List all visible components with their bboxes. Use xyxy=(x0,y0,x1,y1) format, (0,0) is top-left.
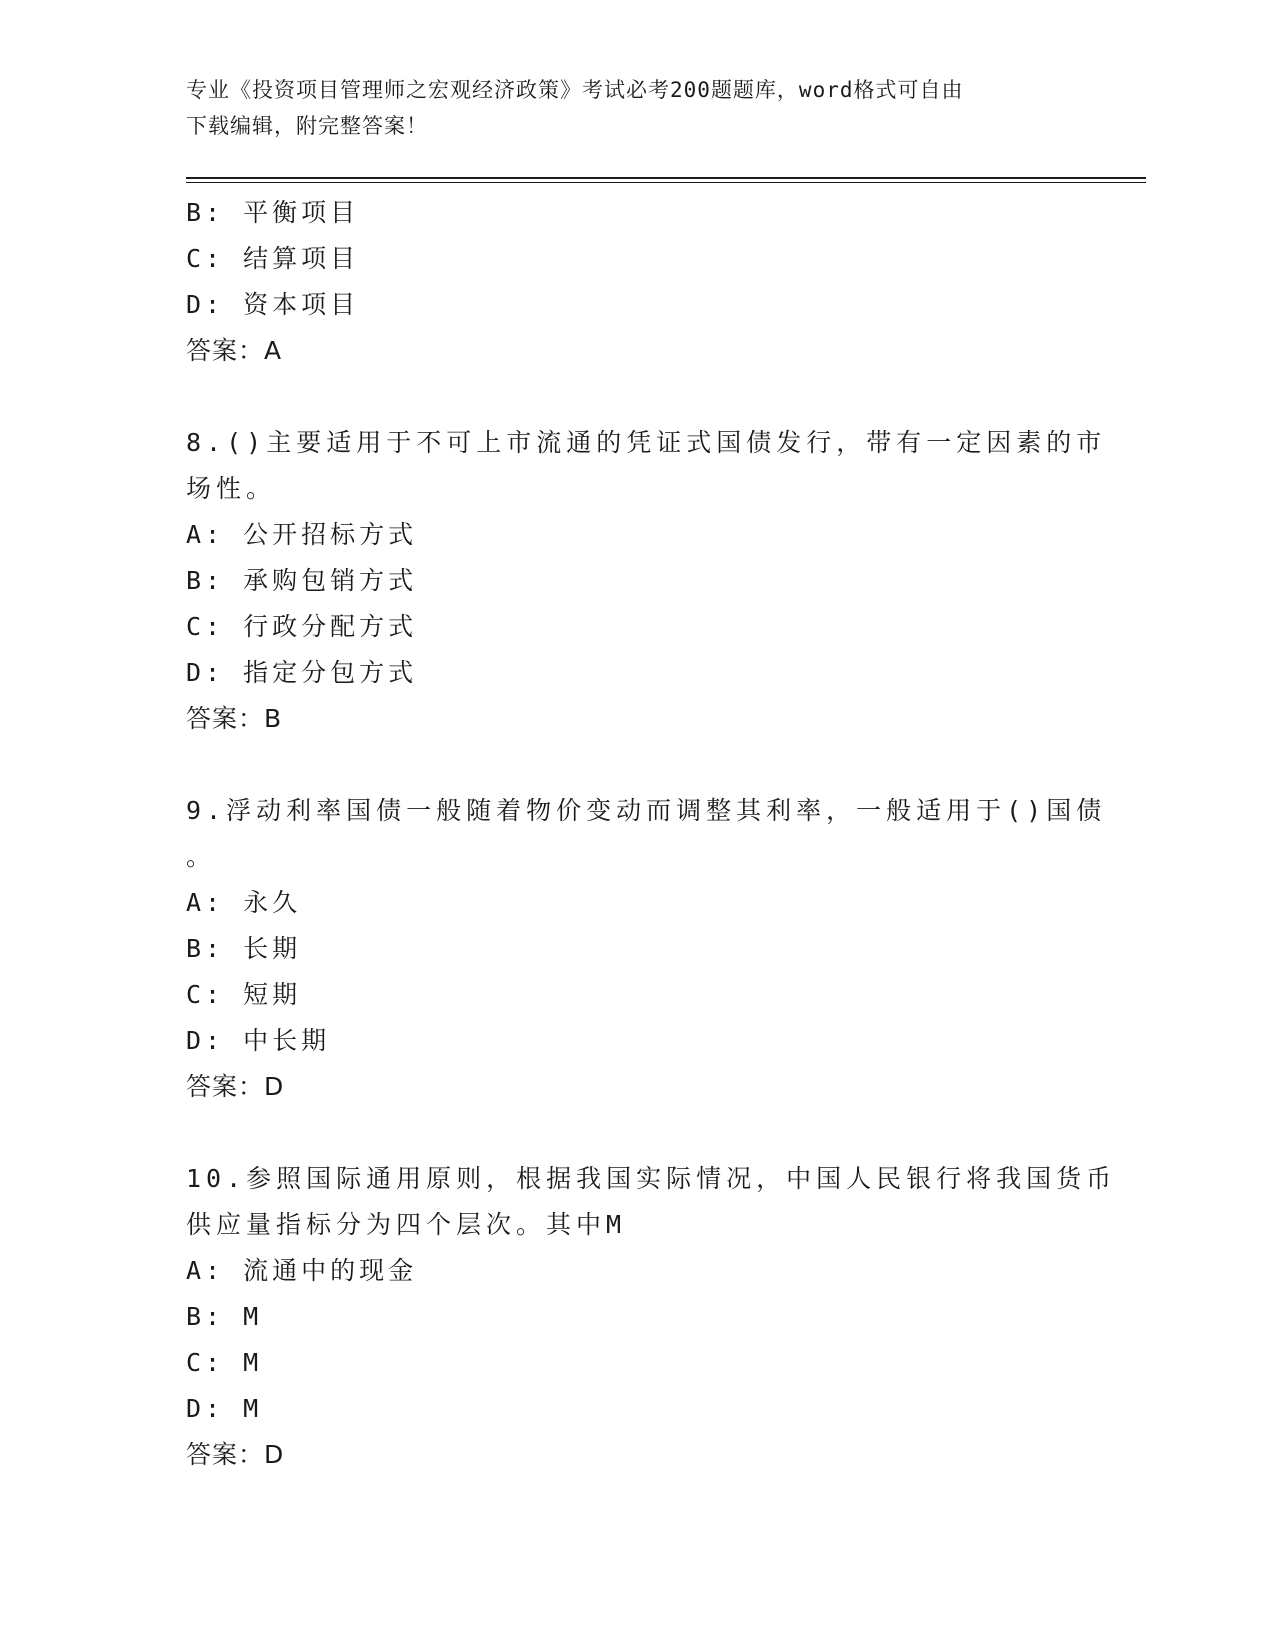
answer: 答案：D xyxy=(186,1440,285,1469)
option-b: B: 承购包销方式 xyxy=(186,566,418,595)
question-stem: 8.()主要适用于不可上市流通的凭证式国债发行，带有一定因素的市 xyxy=(186,428,1107,457)
question-10 xyxy=(186,1156,1117,1478)
question-8 xyxy=(186,420,1107,742)
document-header xyxy=(186,72,1086,144)
option-a: A: 公开招标方式 xyxy=(186,520,418,549)
question-stem-continued: 供应量指标分为四个层次。其中M xyxy=(186,1210,627,1239)
option-c: C: 短期 xyxy=(186,980,302,1009)
question-9 xyxy=(186,788,1107,1110)
option-b: B: 长期 xyxy=(186,934,302,963)
option-a: A: 永久 xyxy=(186,888,302,917)
question-7-tail xyxy=(186,190,1086,374)
question-stem: 10.参照国际通用原则，根据我国实际情况，中国人民银行将我国货币 xyxy=(186,1164,1117,1193)
spacer xyxy=(186,374,1086,420)
option-c: C: 行政分配方式 xyxy=(186,612,418,641)
option-d: D: 中长期 xyxy=(186,1026,331,1055)
answer: 答案：D xyxy=(186,1072,285,1101)
option-d: D: M xyxy=(186,1394,263,1423)
question-stem: 9.浮动利率国债一般随着物价变动而调整其利率，一般适用于()国债 xyxy=(186,796,1107,825)
option-c: C: 结算项目 xyxy=(186,244,360,273)
answer: 答案：B xyxy=(186,704,283,733)
question-list xyxy=(186,190,1117,1478)
question-stem-continued: 场性。 xyxy=(186,474,277,503)
option-c: C: M xyxy=(186,1348,263,1377)
option-b: B: M xyxy=(186,1302,263,1331)
option-d: D: 指定分包方式 xyxy=(186,658,418,687)
header-line-2: 下载编辑，附完整答案！ xyxy=(186,114,428,138)
spacer xyxy=(186,742,1086,788)
answer: 答案：A xyxy=(186,336,283,365)
spacer xyxy=(186,1110,1086,1156)
header-rule-thick xyxy=(186,177,1146,179)
option-a: A: 流通中的现金 xyxy=(186,1256,418,1285)
option-b: B: 平衡项目 xyxy=(186,198,360,227)
question-stem-continued: 。 xyxy=(186,842,217,871)
header-line-1: 专业《投资项目管理师之宏观经济政策》考试必考200题题库，word格式可自由 xyxy=(186,78,964,102)
option-d: D: 资本项目 xyxy=(186,290,360,319)
header-rule-thin xyxy=(186,182,1146,183)
